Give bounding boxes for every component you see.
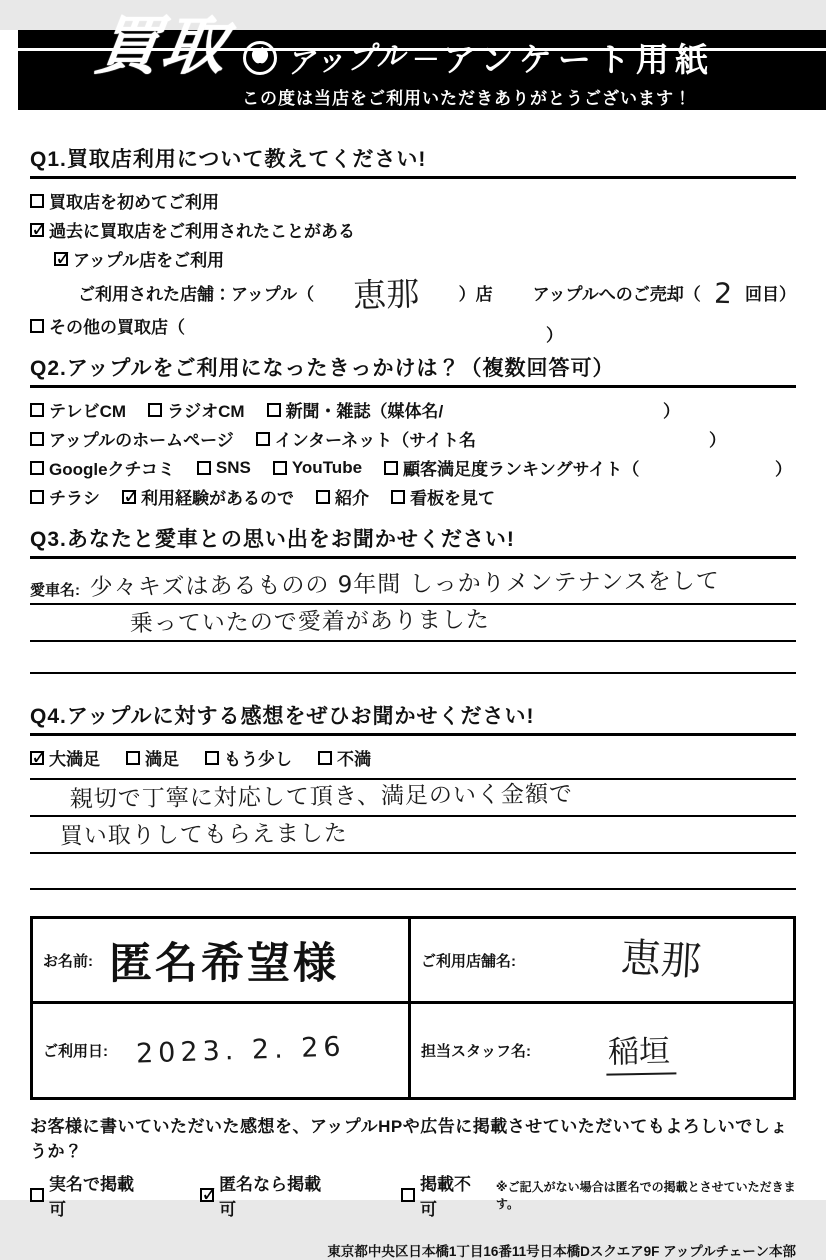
survey-page: [0, 10, 826, 1259]
q2-row-2: [30, 426, 796, 451]
checkbox-referral[interactable]: [316, 490, 330, 504]
q4-ratings-row: [30, 745, 796, 780]
q1-option-label: その他の買取店（: [49, 318, 185, 337]
rating-label: 大満足: [49, 750, 100, 769]
kaitori-logo: 買取: [90, 10, 234, 82]
q2-row-4: [30, 484, 796, 509]
consent-option-label: 実名で掲載可: [49, 1175, 134, 1219]
footer-address: 東京都中央区日本橋1丁目16番11号日本橋Dスクエア9F アップルチェーン本部: [327, 1244, 796, 1259]
q4-answer-line-1: [30, 780, 796, 817]
header-banner: [18, 10, 826, 110]
q1-option-used-before: [30, 217, 796, 242]
q2-option-label: 紹介: [335, 489, 369, 508]
section-q3: [30, 523, 796, 674]
checkbox-signboard[interactable]: [391, 490, 405, 504]
store-prefix: ご利用された店舗：アップル（: [78, 284, 315, 304]
q2-option-label: テレビCM: [49, 402, 127, 421]
q1-option-label: 過去に買取店をご利用されたことがある: [49, 222, 355, 241]
checkbox-first-use[interactable]: [30, 194, 44, 208]
q2-option-label: 看板を見て: [410, 489, 495, 508]
ranking-close-paren: ）: [775, 460, 792, 479]
q1-store-line: [78, 274, 796, 316]
checkbox-dissatisfied[interactable]: [318, 751, 332, 765]
q2-option-label: アップルのホームページ: [49, 431, 234, 450]
sale-count-prefix: アップルへのご売却（: [532, 284, 701, 304]
q4-answer-line-2: [30, 817, 796, 854]
cell-staff: [411, 1004, 793, 1097]
q2-option-label: 利用経験があるので: [141, 489, 294, 508]
q2-option-label: SNS: [215, 457, 251, 477]
q3-answer-line-3: [30, 642, 796, 674]
checkbox-apple-homepage[interactable]: [30, 432, 44, 446]
checkbox-ranking-site[interactable]: [384, 461, 398, 475]
shop-label: ご利用店舗名:: [421, 952, 516, 970]
checkbox-satisfied[interactable]: [126, 751, 140, 765]
name-label: お名前:: [43, 952, 93, 970]
checkbox-internet[interactable]: [256, 432, 270, 446]
q1-option-first-use: [30, 188, 796, 213]
q1-option-label: 買取店を初めてご利用: [49, 193, 219, 212]
rating-label: 満足: [145, 750, 179, 769]
q1-option-label: アップル店をご利用: [73, 251, 225, 270]
date-value-handwritten: 2023. 2. 26: [135, 1031, 347, 1070]
sale-count-handwritten: 2: [713, 277, 733, 311]
other-store-close-paren: ）: [546, 326, 563, 345]
q2-row-1: [30, 397, 796, 422]
checkbox-no-publish[interactable]: [401, 1188, 415, 1202]
q4-title: Q4.アップルに対する感想をぜひお聞かせください!: [30, 700, 796, 736]
checkbox-sns[interactable]: [197, 461, 211, 475]
rating-label: 不満: [337, 750, 371, 769]
internet-close-paren: ）: [709, 431, 726, 450]
consent-options-row: [30, 1170, 796, 1220]
checkbox-used-before[interactable]: ✓: [31, 218, 48, 241]
q3-answer-line-1: [30, 568, 796, 605]
section-q2: [30, 352, 796, 509]
form-title: アンケート用紙: [442, 41, 714, 78]
section-q1: [30, 143, 796, 345]
q2-row-3: [30, 455, 796, 480]
shop-value-handwritten: 恵那: [619, 934, 703, 986]
consent-note: ※ご記入がない場合は匿名での掲載とさせていただきます。: [495, 1180, 796, 1211]
q2-title: Q2.アップルをご利用になったきっかけは？（複数回答可）: [30, 352, 796, 388]
header-thanks-message: この度は当店をご利用いただきありがとうございます！: [242, 89, 692, 108]
customer-info-table: [30, 916, 796, 1100]
q4-handwritten-line-2: 買い取りしてもらえました: [59, 820, 348, 850]
q2-option-label: YouTube: [291, 457, 363, 477]
checkbox-google-review[interactable]: [30, 461, 44, 475]
name-value: 匿名希望様: [109, 939, 339, 988]
checkbox-publish-real-name[interactable]: [30, 1188, 44, 1202]
q1-option-other-store: [30, 313, 796, 345]
rating-label: もう少し: [224, 750, 292, 769]
staff-label: 担当スタッフ名:: [421, 1043, 531, 1060]
consent-option-label: 匿名なら掲載可: [219, 1175, 322, 1219]
checkbox-other-store[interactable]: [30, 319, 44, 333]
q2-option-label: インターネット（サイト名: [274, 431, 477, 450]
sale-count-suffix: 回目）: [745, 284, 796, 304]
checkbox-past-experience[interactable]: ✓: [123, 485, 140, 508]
checkbox-tv-cm[interactable]: [30, 403, 44, 417]
consent-section: [30, 1112, 796, 1220]
q1-title: Q1.買取店利用について教えてください!: [30, 143, 796, 179]
checkbox-radio-cm[interactable]: [148, 403, 162, 417]
store-suffix: ）店: [458, 284, 493, 304]
q4-answer-line-3: [30, 854, 796, 890]
q1-option-used-apple: [54, 246, 796, 271]
section-q4: [30, 700, 796, 890]
brand-name: アップル: [285, 39, 408, 81]
q2-option-label: 新聞・雑誌（媒体名/: [285, 402, 444, 421]
q3-answer-line-2: [30, 605, 796, 642]
apple-logo-icon: [242, 40, 278, 76]
q2-option-label: Googleクチコミ: [49, 460, 175, 479]
staff-value-handwritten: 稲垣: [606, 1025, 677, 1075]
consent-question: お客様に書いていただいた感想を、アップルHPや広告に掲載させていただいてもよろしいでしょうか？: [30, 1117, 788, 1161]
checkbox-used-apple[interactable]: ✓: [55, 247, 72, 270]
q2-option-label: ラジオCM: [167, 402, 245, 421]
q3-handwritten-line-1: 少々キズはあるものの 9年間 しっかりメンテナンスをして: [89, 568, 720, 601]
q4-handwritten-line-1: 親切で丁寧に対応して頂き、満足のいく金額で: [69, 781, 574, 813]
q2-option-label: 顧客満足度ランキングサイト（: [403, 460, 640, 479]
q2-option-label: チラシ: [49, 489, 100, 508]
car-name-label: 愛車名:: [30, 582, 80, 599]
store-name-handwritten: 恵那: [352, 274, 421, 316]
q3-title: Q3.あなたと愛車との思い出をお聞かせください!: [30, 523, 796, 559]
newspaper-close-paren: ）: [663, 402, 680, 421]
cell-shop: [411, 919, 793, 1004]
checkbox-newspaper[interactable]: [267, 403, 281, 417]
date-label: ご利用日:: [43, 1043, 108, 1060]
cell-name: [33, 919, 411, 1004]
checkbox-flyer[interactable]: [30, 490, 44, 504]
consent-option-label: 掲載不可: [420, 1175, 472, 1219]
title-dash: —: [414, 44, 435, 70]
checkbox-could-be-better[interactable]: [205, 751, 219, 765]
checkbox-publish-anonymous[interactable]: ✓: [201, 1184, 218, 1206]
cell-date: [33, 1004, 411, 1097]
checkbox-youtube[interactable]: [273, 461, 287, 475]
q3-handwritten-line-2: 乗っていたので愛着がありました: [129, 607, 490, 637]
checkbox-very-satisfied[interactable]: ✓: [31, 746, 48, 769]
